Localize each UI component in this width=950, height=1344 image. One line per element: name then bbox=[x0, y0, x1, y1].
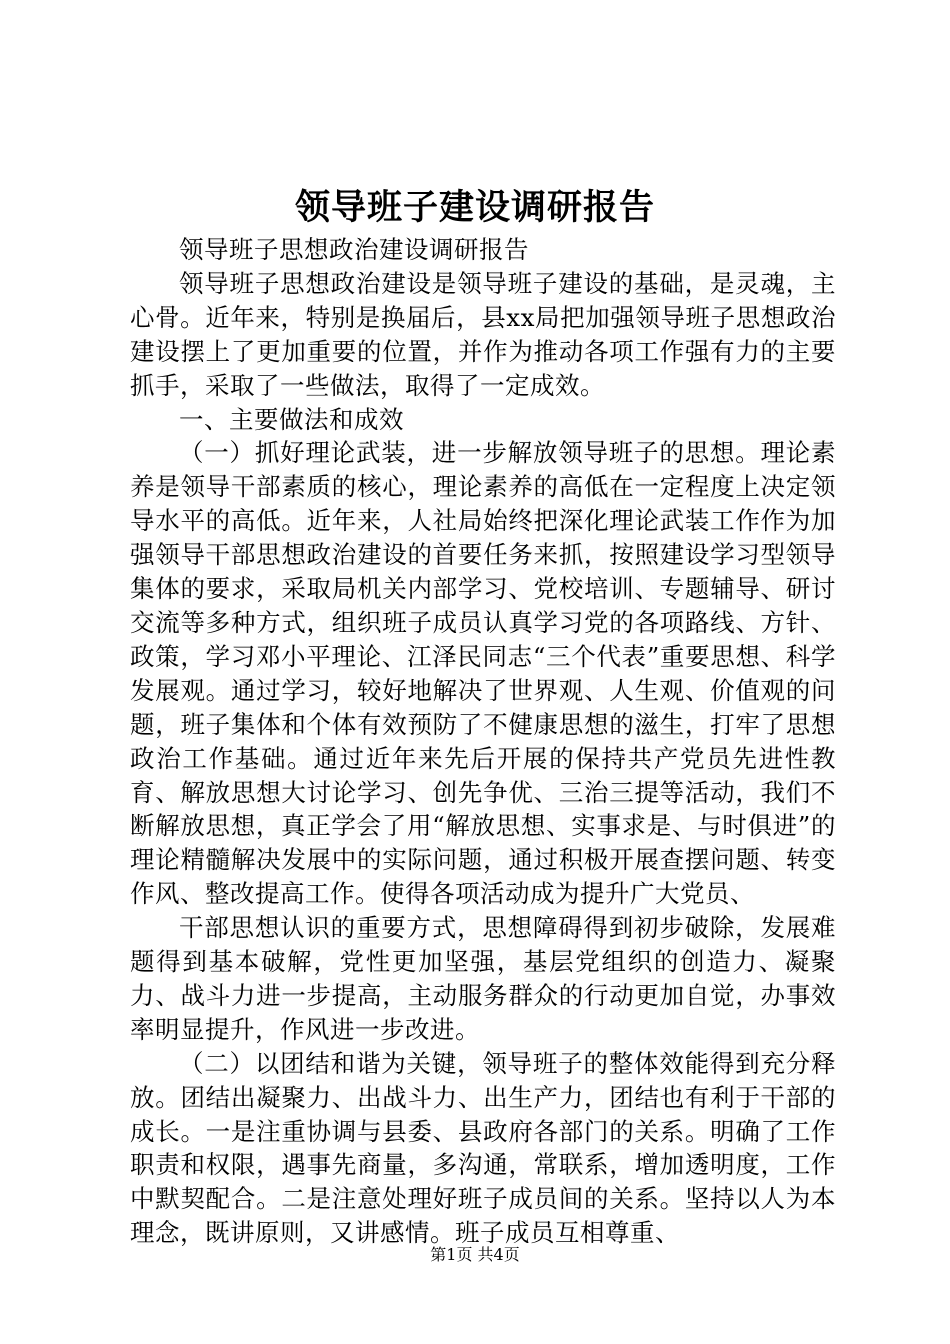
paragraph-theory-study: （一）抓好理论武装，进一步解放领导班子的思想。理论素养是领导干部素质的核心，理论素养的高低在一定程度上决定领导水平的高低。近年来，人社局始终把深化理论武装工作作为加强领导干部思想政治建设的首要任务来抓，按照建设学习型领导集体的要求，采取局机关内部学习、党校培训、专题辅导、研讨交流等多种方式，组织班子成员认真学习党的各项路线、方针、政策，学习邓小平理论、江泽民同志“三个代表”重要思想、科学发展观。通过学习，较好地解决了世界观、人生观、价值观的问题，班子集体和个体有效预防了不健康思想的滋生，打牢了思想政治工作基础。通过近年来先后开展的保持共产党员先进性教育、解放思想大讨论学习、创先争优、三治三提等活动，我们不断解放思想，真正学会了用“解放思想、实事求是、与时俱进”的理论精髓解决发展中的实际问题，通过积极开展查摆问题、转变作风、整改提高工作。使得各项活动成为提升广大党员、 bbox=[130, 438, 836, 909]
paragraph-continuation: 干部思想认识的重要方式，思想障碍得到初步破除，发展难题得到基本破解，党性更加坚强，基层党组织的创造力、凝聚力、战斗力进一步提高，主动服务群众的行动更加自觉，办事效率明显提升，作风进一步改进。 bbox=[130, 913, 836, 1044]
document-body bbox=[130, 233, 836, 1250]
intro-paragraph: 领导班子思想政治建设是领导班子建设的基础，是灵魂，主心骨。近年来，特别是换届后，县xx局把加强领导班子思想政治建设摆上了更加重要的位置，并作为推动各项工作强有力的主要抓手，采取了一些做法，取得了一定成效。 bbox=[130, 268, 836, 400]
section-heading-1: 一、主要做法和成效 bbox=[179, 404, 404, 434]
document-title: 领导班子建设调研报告 bbox=[294, 187, 655, 228]
report-subtitle: 领导班子思想政治建设调研报告 bbox=[179, 235, 529, 264]
paragraph-unity: （二）以团结和谐为关键，领导班子的整体效能得到充分释放。团结出凝聚力、出战斗力、出生产力，团结也有利于干部的成长。一是注重协调与县委、县政府各部门的关系。明确了工作职责和权限，遇事先商量，多沟通，常联系，增加透明度，工作中默契配合。二是注意处理好班子成员间的关系。坚持以人为本理念，既讲原则，又讲感情。班子成员互相尊重、 bbox=[130, 1048, 836, 1248]
page-footer: 第1页 共4页 bbox=[430, 1245, 520, 1264]
